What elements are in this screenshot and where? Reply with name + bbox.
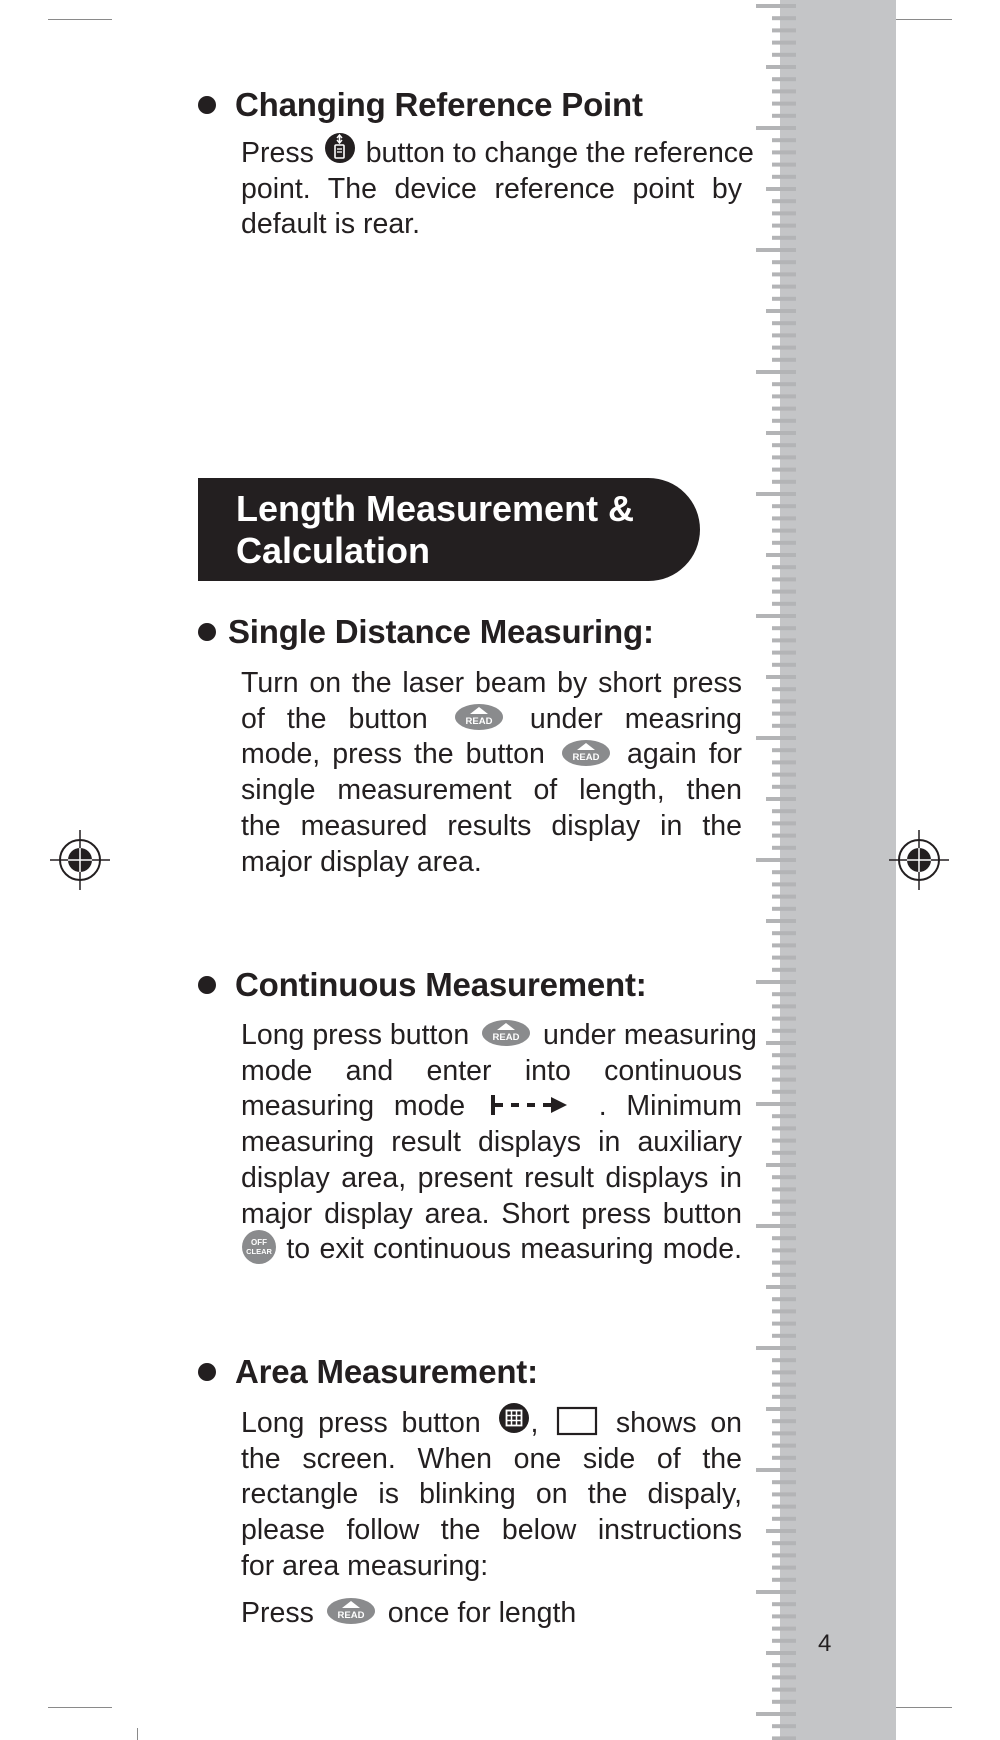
heading-text: Changing Reference Point [235,86,643,123]
text-line: measuring result displays in auxiliary [241,1126,742,1159]
rectangle-icon [556,1406,598,1436]
text-line: please follow the below instructions [241,1514,742,1547]
ruler-ticks [756,0,796,1740]
svg-text:OFF: OFF [251,1237,267,1247]
svg-text:CLEAR: CLEAR [246,1246,272,1256]
crop-mark [48,1707,112,1708]
section-heading-single-distance [198,613,654,651]
paragraph-area [241,1406,742,1585]
bullet-icon [198,1363,216,1381]
crop-mark [48,19,112,20]
text-line: the screen. When one side of the [241,1442,742,1475]
text-line: Long press button , shows on [241,1406,742,1442]
registration-mark-left [50,830,110,890]
section-heading-area [198,1353,538,1391]
bullet-icon [198,976,216,994]
section-heading-continuous [198,966,647,1004]
text-line: measuring mode . Minimum [241,1090,742,1123]
text-line: Turn on the laser beam by short press [241,667,742,699]
text-line: major display area. Short press button [241,1197,742,1230]
paragraph-reference-point [241,136,754,243]
text-line: default is rear. [241,208,421,241]
text-line: mode, press the button READ again for [241,738,742,771]
paragraph-single-distance [241,666,742,880]
continuous-mode-icon [489,1093,575,1117]
off-clear-button-icon [241,1229,277,1265]
reference-point-icon [324,132,356,164]
section-banner [198,478,700,581]
read-button-icon [481,1019,531,1047]
svg-text:READ: READ [465,716,493,728]
text-line: single measurement of length, then [241,774,742,807]
text-line: major display area. [241,845,482,878]
text-line: for area measuring: [241,1549,489,1582]
bullet-icon [198,96,216,114]
crop-mark [888,19,952,20]
crop-mark [137,1728,138,1740]
section-heading-reference-point [198,86,643,124]
heading-text: Single Distance Measuring: [228,613,654,650]
text-line: point. The device reference point by [241,172,742,205]
text-line: Press button to change the reference [241,136,742,172]
read-button-icon [326,1597,376,1625]
bullet-icon [198,623,216,641]
paragraph-area-press [241,1596,742,1632]
ruler-strip [780,0,896,1740]
text-line: Press READ once for length [241,1597,577,1629]
text-line: of the button READ under measring [241,702,743,735]
svg-text:READ: READ [572,751,600,763]
read-button-icon [454,703,504,731]
read-button-icon [561,739,611,767]
area-button-icon [498,1402,530,1434]
text-line: mode and enter into continuous [241,1054,742,1087]
text-line: rectangle is blinking on the dispaly, [241,1478,742,1511]
text-line: display area, present result displays in [241,1161,742,1194]
text-line: Long press button READ under measuring [241,1019,757,1051]
text-line: the measured results display in the [241,809,742,842]
banner-title: Length Measurement & Calculation [236,488,635,571]
heading-text: Continuous Measurement: [235,966,647,1003]
text-line: OFF CLEAR to exit continuous measuring mode. [241,1232,742,1268]
crop-mark [888,1707,952,1708]
heading-text: Area Measurement: [235,1353,538,1390]
svg-text:READ: READ [492,1032,520,1044]
paragraph-continuous [241,1018,757,1269]
page-number: 4 [818,1630,832,1657]
svg-text:READ: READ [337,1610,365,1622]
registration-mark-right [889,830,949,890]
